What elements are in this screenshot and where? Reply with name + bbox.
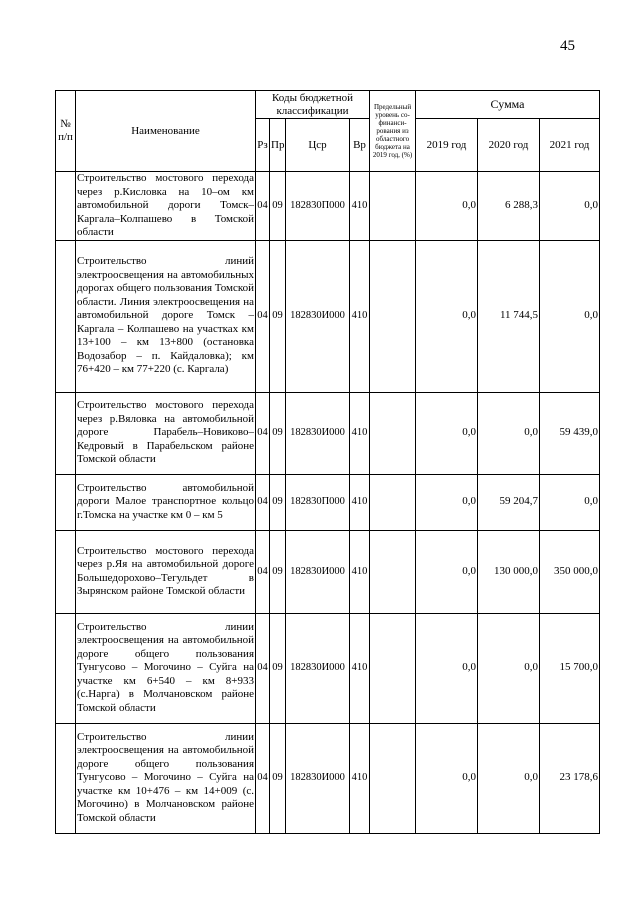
header-2021: 2021 год bbox=[540, 119, 600, 172]
row-pr: 09 bbox=[270, 392, 286, 474]
table-row bbox=[56, 474, 600, 530]
row-name: Строительство линий электроосвещения на автомобильных дорогах общего пользования Томской области. Линия электроосвещения на автомобильной дороге Томск – Каргала – Колпашево на участках км 13+100 – км 13+800 (остановка Водозабор – п. Кайдаловка); км 76+420 – км 77+220 (с. Каргала) bbox=[76, 240, 256, 392]
row-name: Строительство линии электроосвещения на автомобильной дороге общего пользования Тунгусово – Могочино – Суйга на участке км 10+476 – км 14+009 (с. Могочино) в Молчановском районе Томской области bbox=[76, 723, 256, 833]
row-csr: 182830И000 bbox=[286, 613, 350, 723]
header-2019: 2019 год bbox=[416, 119, 478, 172]
row-name: Строительство мостового перехода через р.Вяловка на автомобильной дороге Парабель–Новиково–Кедровый в Парабельском районе Томской области bbox=[76, 392, 256, 474]
row-2019: 0,0 bbox=[416, 172, 478, 241]
header-vr: Вр bbox=[350, 119, 370, 172]
row-2021: 59 439,0 bbox=[540, 392, 600, 474]
row-2021: 15 700,0 bbox=[540, 613, 600, 723]
row-csr: 182830П000 bbox=[286, 172, 350, 241]
row-pr: 09 bbox=[270, 240, 286, 392]
row-pr: 09 bbox=[270, 530, 286, 613]
row-num bbox=[56, 474, 76, 530]
row-csr: 182830И000 bbox=[286, 530, 350, 613]
row-name: Строительство автомобильной дороги Малое транспортное кольцо г.Томска на участке км 0 – км 5 bbox=[76, 474, 256, 530]
row-2019: 0,0 bbox=[416, 240, 478, 392]
row-2021: 23 178,6 bbox=[540, 723, 600, 833]
header-rz: Рз bbox=[256, 119, 270, 172]
row-vr: 410 bbox=[350, 530, 370, 613]
header-num: № п/п bbox=[56, 91, 76, 172]
row-vr: 410 bbox=[350, 172, 370, 241]
row-name: Строительство мостового перехода через р.Яя на автомобильной дороге Большедорохово–Тегульдет в Зырянском районе Томской области bbox=[76, 530, 256, 613]
row-num bbox=[56, 240, 76, 392]
row-2021: 0,0 bbox=[540, 240, 600, 392]
row-pr: 09 bbox=[270, 474, 286, 530]
row-pr: 09 bbox=[270, 613, 286, 723]
row-2020: 0,0 bbox=[478, 392, 540, 474]
header-csr: Цср bbox=[286, 119, 350, 172]
header-codes: Коды бюджетной классификации bbox=[256, 91, 370, 119]
row-2021: 350 000,0 bbox=[540, 530, 600, 613]
row-limit bbox=[370, 723, 416, 833]
table-row bbox=[56, 530, 600, 613]
row-limit bbox=[370, 530, 416, 613]
row-csr: 182830И000 bbox=[286, 723, 350, 833]
row-pr: 09 bbox=[270, 723, 286, 833]
header-sum: Сумма bbox=[416, 91, 600, 119]
table-row bbox=[56, 392, 600, 474]
row-2019: 0,0 bbox=[416, 613, 478, 723]
header-pr: Пр bbox=[270, 119, 286, 172]
row-csr: 182830И000 bbox=[286, 392, 350, 474]
row-2020: 0,0 bbox=[478, 613, 540, 723]
budget-table bbox=[55, 90, 600, 834]
row-vr: 410 bbox=[350, 723, 370, 833]
table-row bbox=[56, 723, 600, 833]
row-rz: 04 bbox=[256, 240, 270, 392]
header-limit: Предельный уровень со-финанси-рования из областного бюджета на 2019 год, (%) bbox=[370, 91, 416, 172]
table-row bbox=[56, 613, 600, 723]
row-2020: 0,0 bbox=[478, 723, 540, 833]
row-2019: 0,0 bbox=[416, 723, 478, 833]
row-2021: 0,0 bbox=[540, 474, 600, 530]
row-2019: 0,0 bbox=[416, 392, 478, 474]
header-2020: 2020 год bbox=[478, 119, 540, 172]
row-limit bbox=[370, 474, 416, 530]
row-limit bbox=[370, 613, 416, 723]
row-vr: 410 bbox=[350, 240, 370, 392]
header-name: Наименование bbox=[76, 91, 256, 172]
row-2021: 0,0 bbox=[540, 172, 600, 241]
row-2019: 0,0 bbox=[416, 474, 478, 530]
row-rz: 04 bbox=[256, 613, 270, 723]
row-limit bbox=[370, 392, 416, 474]
row-csr: 182830И000 bbox=[286, 240, 350, 392]
row-limit bbox=[370, 240, 416, 392]
row-2019: 0,0 bbox=[416, 530, 478, 613]
row-num bbox=[56, 530, 76, 613]
row-num bbox=[56, 723, 76, 833]
row-rz: 04 bbox=[256, 172, 270, 241]
row-2020: 6 288,3 bbox=[478, 172, 540, 241]
row-rz: 04 bbox=[256, 474, 270, 530]
row-num bbox=[56, 613, 76, 723]
row-vr: 410 bbox=[350, 392, 370, 474]
table-row bbox=[56, 240, 600, 392]
row-limit bbox=[370, 172, 416, 241]
row-num bbox=[56, 172, 76, 241]
row-rz: 04 bbox=[256, 530, 270, 613]
row-2020: 130 000,0 bbox=[478, 530, 540, 613]
row-vr: 410 bbox=[350, 474, 370, 530]
row-name: Строительство линии электроосвещения на автомобильной дороге общего пользования Тунгусово – Могочино – Суйга на участке км 6+540 – км 8+933 (с.Нарга) в Молчановском районе Томской области bbox=[76, 613, 256, 723]
table-row bbox=[56, 172, 600, 241]
row-pr: 09 bbox=[270, 172, 286, 241]
row-csr: 182830П000 bbox=[286, 474, 350, 530]
row-rz: 04 bbox=[256, 723, 270, 833]
row-rz: 04 bbox=[256, 392, 270, 474]
row-num bbox=[56, 392, 76, 474]
row-2020: 59 204,7 bbox=[478, 474, 540, 530]
row-vr: 410 bbox=[350, 613, 370, 723]
page-number: 45 bbox=[560, 38, 575, 54]
row-2020: 11 744,5 bbox=[478, 240, 540, 392]
row-name: Строительство мостового перехода через р.Кисловка на 10–ом км автомобильной дороги Томск–Каргала–Колпашево в Томской области bbox=[77, 172, 254, 238]
